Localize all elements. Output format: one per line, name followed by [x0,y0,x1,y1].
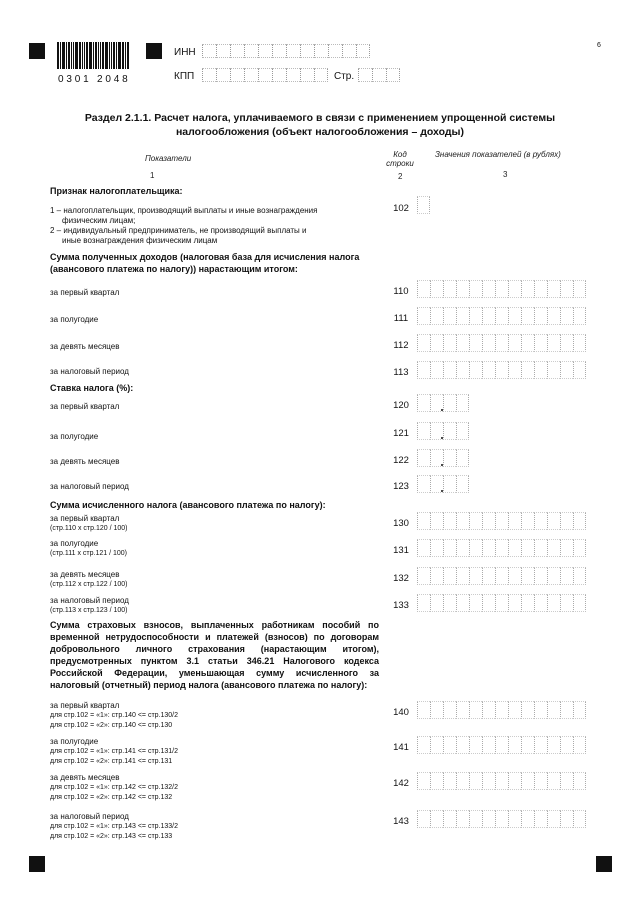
row-label-140-title: за первый квартал [50,701,120,710]
value-field-132[interactable] [417,567,586,585]
row-label-133 [50,596,129,616]
row-code-142: 142 [393,778,409,789]
header-col-values: Значения показателей (в рублях) [435,150,561,159]
row-code-133: 133 [393,600,409,611]
decimal-point-121 [441,437,443,439]
decimal-point-120 [441,409,443,411]
row-code-122: 122 [393,455,409,466]
row-label-142-rule1: для стр.102 = «1»: стр.142 <= стр.132/2 [50,784,179,791]
row-label-132-title: за девять месяцев [50,570,120,579]
taxpayer-option-2a: 2 – индивидуальный предприниматель, не производящий выплаты и [50,226,307,235]
row-label-141-title: за полугодие [50,737,99,746]
section-title-line1: Раздел 2.1.1. Расчет налога, уплачиваемого в связи с применением упрощенной системы [84,112,556,124]
row-label-121: за полугодие [50,432,99,441]
row-label-113: за налоговый период [50,367,129,376]
row-code-121: 121 [393,428,409,439]
row-label-140-rule1: для стр.102 = «1»: стр.140 <= стр.130/2 [50,712,179,719]
header-num-1: 1 [150,171,155,180]
row-label-142 [50,773,178,803]
row-label-123: за налоговый период [50,482,129,491]
page-marker: 6 [597,42,601,49]
row-code-130: 130 [393,518,409,529]
row-label-140 [50,701,178,731]
taxpayer-option-1a: 1 – налогоплательщик, производящий выплаты и иные вознаграждения [50,206,318,215]
row-label-131-formula: (стр.111 х стр.121 / 100) [50,550,127,557]
barcode-number: 0301 2048 [58,74,131,85]
taxpayer-option-1b: физическим лицам; [62,216,136,225]
inn-label: ИНН [174,47,196,58]
row-label-143-rule2: для стр.102 = «2»: стр.143 <= стр.133 [50,833,173,840]
row-code-131: 131 [393,545,409,556]
row-label-111: за полугодие [50,315,99,324]
corner-marker-bottom-right [596,856,612,872]
section-income: Сумма полученных доходов (налоговая база для исчисления налога (авансового платежа по налогу)) нарастающим итогом: [50,252,360,274]
row-label-141-rule1: для стр.102 = «1»: стр.141 <= стр.131/2 [50,748,179,755]
row-code-143: 143 [393,816,409,827]
value-field-120[interactable] [417,394,469,412]
row-label-130 [50,514,128,534]
row-code-120: 120 [393,400,409,411]
row-label-110: за первый квартал [50,288,120,297]
barcode [57,42,134,69]
row-label-131 [50,539,127,559]
value-field-123[interactable] [417,475,469,493]
value-field-102[interactable] [417,196,430,214]
row-code-123: 123 [393,481,409,492]
row-label-143 [50,812,178,842]
value-field-122[interactable] [417,449,469,467]
corner-marker-top-left [29,43,45,59]
corner-marker-bottom-left [29,856,45,872]
section-insurance: Сумма страховых взносов, выплаченных работникам пособий по временной нетрудоспособности и платежей (взносов) по договорам добровольного личного страхования (нарастающим итогом), предусмотренных пунктом 3.1 статьи 346.21 Налогового кодекса Российской Федерации, уменьшающая сумму исчисленного за налоговый (отчетный) период налога (авансового платежа по налогу): [50,620,379,690]
header-num-3: 3 [503,170,508,179]
row-label-132-formula: (стр.112 х стр.122 / 100) [50,581,128,588]
row-label-112: за девять месяцев [50,342,120,351]
section-title-line2: налогообложения (объект налогообложения – доходы) [175,126,465,138]
row-label-122: за девять месяцев [50,457,120,466]
section-title [60,111,580,139]
row-code-132: 132 [393,573,409,584]
row-code-102: 102 [393,203,409,214]
value-field-130[interactable] [417,512,586,530]
row-code-140: 140 [393,707,409,718]
row-label-133-formula: (стр.113 х стр.123 / 100) [50,607,128,614]
value-field-121[interactable] [417,422,469,440]
section-calculated-tax: Сумма исчисленного налога (авансового платежа по налогу): [50,500,326,510]
page-label: Стр. [334,71,355,82]
header-col-indicators: Показатели [145,154,192,163]
value-field-142[interactable] [417,772,586,790]
row-label-142-title: за девять месяцев [50,773,120,782]
row-label-130-formula: (стр.110 х стр.120 / 100) [50,525,128,532]
value-field-143[interactable] [417,810,586,828]
row-label-133-title: за налоговый период [50,596,129,605]
inn-field[interactable] [202,44,370,58]
corner-marker-top-right [146,43,162,59]
value-field-141[interactable] [417,736,586,754]
row-label-143-title: за налоговый период [50,812,129,821]
row-code-110: 110 [393,286,409,297]
row-label-120: за первый квартал [50,402,120,411]
row-code-112: 112 [393,340,409,351]
page-field[interactable] [358,68,400,82]
header-col-code: Код строки [386,150,414,168]
value-field-111[interactable] [417,307,586,325]
section-taxpayer-sign: Признак налогоплательщика: [50,186,183,196]
row-code-111: 111 [393,313,409,324]
value-field-131[interactable] [417,539,586,557]
decimal-point-123 [441,490,443,492]
row-code-141: 141 [393,742,409,753]
row-label-142-rule2: для стр.102 = «2»: стр.142 <= стр.132 [50,794,173,801]
value-field-110[interactable] [417,280,586,298]
value-field-140[interactable] [417,701,586,719]
row-label-143-rule1: для стр.102 = «1»: стр.143 <= стр.133/2 [50,823,179,830]
value-field-133[interactable] [417,594,586,612]
value-field-113[interactable] [417,361,586,379]
row-label-130-title: за первый квартал [50,514,120,523]
row-label-141 [50,737,178,767]
kpp-field[interactable] [202,68,328,82]
taxpayer-option-1 [50,206,370,246]
section-tax-rate: Ставка налога (%): [50,383,134,393]
kpp-label: КПП [174,71,195,82]
row-label-131-title: за полугодие [50,539,99,548]
row-label-140-rule2: для стр.102 = «2»: стр.140 <= стр.130 [50,722,173,729]
row-label-141-rule2: для стр.102 = «2»: стр.141 <= стр.131 [50,758,173,765]
decimal-point-122 [441,464,443,466]
value-field-112[interactable] [417,334,586,352]
header-num-2: 2 [398,172,403,181]
row-code-113: 113 [393,367,409,378]
taxpayer-option-2b: иные вознаграждения физическим лицам [62,236,218,245]
row-label-132 [50,570,128,590]
